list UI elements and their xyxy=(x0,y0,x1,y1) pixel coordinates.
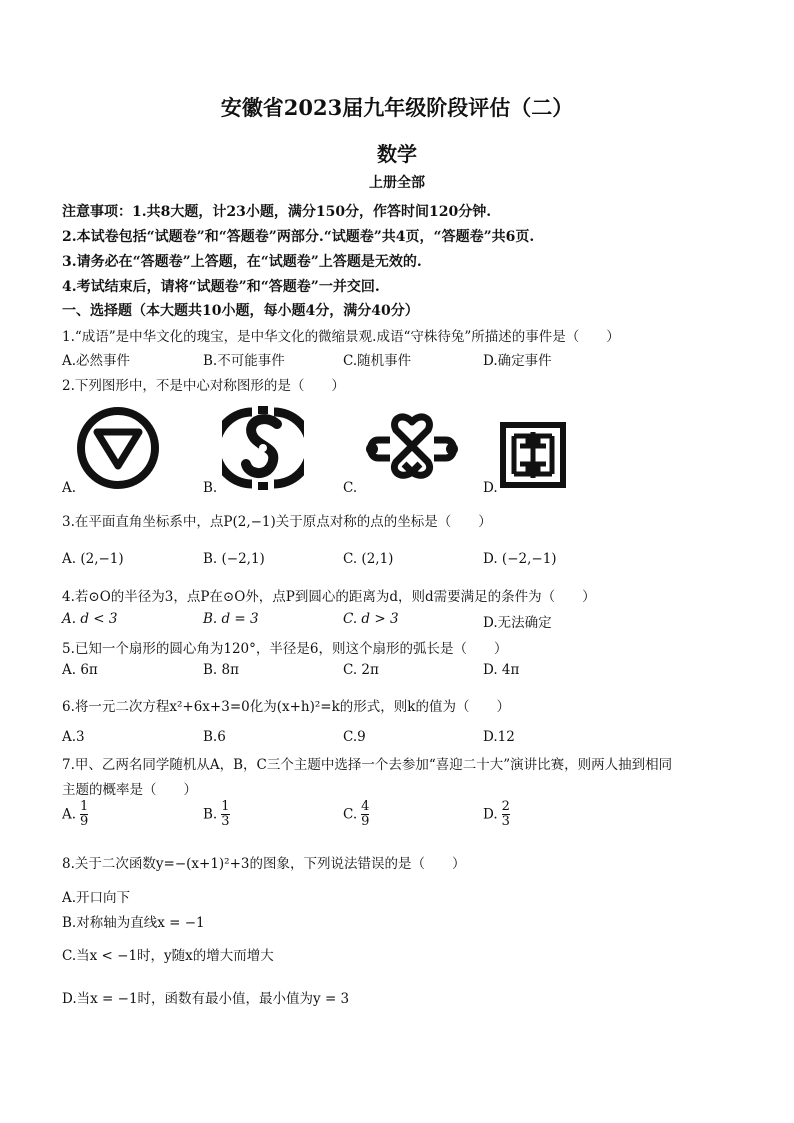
q8-option-a: A.开口向下 xyxy=(62,890,131,906)
q7-option-b-numerator: 1 xyxy=(221,799,230,814)
q8-option-b: B.对称轴为直线x = −1 xyxy=(62,915,205,931)
q3-option-a: A. (2,−1) xyxy=(62,551,124,567)
question-6-stem: 6.将一元二次方程x²+6x+3=0化为(x+h)²=k的形式，则k的值为（ ） xyxy=(62,699,510,715)
question-2-stem: 2.下列图形中，不是中心对称图形的是（ ） xyxy=(62,378,345,394)
q3-option-b: B. (−2,1) xyxy=(203,551,265,567)
note-line-1: 注意事项：1.共8大题，计23小题，满分150分，作答时间120分钟. xyxy=(62,204,492,220)
figure-b-s-emblem-icon xyxy=(222,402,304,494)
q8-option-c: C.当x < −1时，y随x的增大而增大 xyxy=(62,948,274,964)
question-1-stem: 1.“成语”是中华文化的瑰宝，是中华文化的微缩景观.成语“守株待兔”所描述的事件是（ ） xyxy=(62,329,620,345)
q7-option-c xyxy=(343,800,369,830)
section-heading: 一、选择题（本大题共10小题，每小题4分，满分40分） xyxy=(62,303,419,319)
q1-option-c: C.随机事件 xyxy=(343,353,412,369)
q7-option-c-fraction xyxy=(361,800,369,830)
note-line-3: 3.请务必在“答题卷”上答题，在“试题卷”上答题是无效的. xyxy=(62,254,422,270)
q4-option-d: D.无法确定 xyxy=(483,615,552,631)
q7-option-a-fraction xyxy=(80,800,88,830)
q4-option-b: B. d = 3 xyxy=(203,611,259,627)
figure-c-chinese-knot-icon xyxy=(360,410,464,488)
q7-option-b-denominator: 3 xyxy=(221,814,230,830)
q5-option-d: D. 4π xyxy=(483,662,520,678)
q7-option-c-numerator: 4 xyxy=(361,799,370,814)
q3-option-d: D. (−2,−1) xyxy=(483,551,557,567)
subject-heading: 数学 xyxy=(377,142,417,166)
q1-option-a: A.必然事件 xyxy=(62,353,131,369)
q2-option-c: C. xyxy=(343,480,358,496)
question-4-stem: 4.若⊙O的半径为3，点P在⊙O外，点P到圆心的距离为d，则d需要满足的条件为（ ） xyxy=(62,589,596,605)
q7-option-b-label: B. xyxy=(203,806,218,823)
question-3-stem: 3.在平面直角坐标系中，点P(2,−1)关于原点对称的点的坐标是（ ） xyxy=(62,514,492,530)
q7-option-d-fraction xyxy=(502,800,510,830)
question-8-stem: 8.关于二次函数y=−(x+1)²+3的图象，下列说法错误的是（ ） xyxy=(62,856,466,872)
q7-option-c-label: C. xyxy=(343,806,358,823)
question-7-stem-line-1: 7.甲、乙两名同学随机从A，B，C三个主题中选择一个去参加“喜迎二十大”演讲比赛，则两人抽到相同 xyxy=(62,757,673,773)
page-title: 安徽省2023届九年级阶段评估（二） xyxy=(220,95,574,120)
q4-option-c: C. d > 3 xyxy=(343,611,399,627)
q5-option-b: B. 8π xyxy=(203,662,239,678)
question-7-stem-line-2: 主题的概率是（ ） xyxy=(62,782,197,798)
q7-option-b-fraction xyxy=(221,800,229,830)
q1-option-d: D.确定事件 xyxy=(483,353,552,369)
q8-option-d: D.当x = −1时，函数有最小值，最小值为y = 3 xyxy=(62,991,350,1007)
q4-option-a: A. d < 3 xyxy=(62,611,118,627)
q7-option-d-label: D. xyxy=(483,806,498,823)
scope-label: 上册全部 xyxy=(369,175,425,191)
note-line-2: 2.本试卷包括“试题卷”和“答题卷”两部分.“试题卷”共4页，“答题卷”共6页. xyxy=(62,229,535,245)
q7-option-a xyxy=(62,800,88,830)
q3-option-c: C. (2,1) xyxy=(343,551,394,567)
q6-option-b: B.6 xyxy=(203,729,226,745)
question-5-stem: 5.已知一个扇形的圆心角为120°，半径是6，则这个扇形的弧长是（ ） xyxy=(62,641,508,657)
q6-option-d: D.12 xyxy=(483,729,515,745)
q5-option-a: A. 6π xyxy=(62,662,98,678)
q7-option-d xyxy=(483,800,510,830)
q7-option-c-denominator: 9 xyxy=(361,814,370,830)
q6-option-a: A.3 xyxy=(62,729,85,745)
q7-option-d-numerator: 2 xyxy=(501,799,510,814)
q2-option-a: A. xyxy=(62,480,77,496)
figure-d-meander-square-icon xyxy=(500,422,566,488)
q2-option-b: B. xyxy=(203,480,218,496)
figure-a-circle-triangle-icon xyxy=(75,405,161,491)
q7-option-a-numerator: 1 xyxy=(80,799,89,814)
q5-option-c: C. 2π xyxy=(343,662,379,678)
note-line-4: 4.考试结束后，请将“试题卷”和“答题卷”一并交回. xyxy=(62,279,380,295)
q7-option-b xyxy=(203,800,230,830)
q7-option-a-denominator: 9 xyxy=(80,814,89,830)
q7-option-a-label: A. xyxy=(62,806,77,823)
q1-option-b: B.不可能事件 xyxy=(203,353,285,369)
q2-option-d: D. xyxy=(483,480,498,496)
q7-option-d-denominator: 3 xyxy=(501,814,510,830)
q6-option-c: C.9 xyxy=(343,729,366,745)
